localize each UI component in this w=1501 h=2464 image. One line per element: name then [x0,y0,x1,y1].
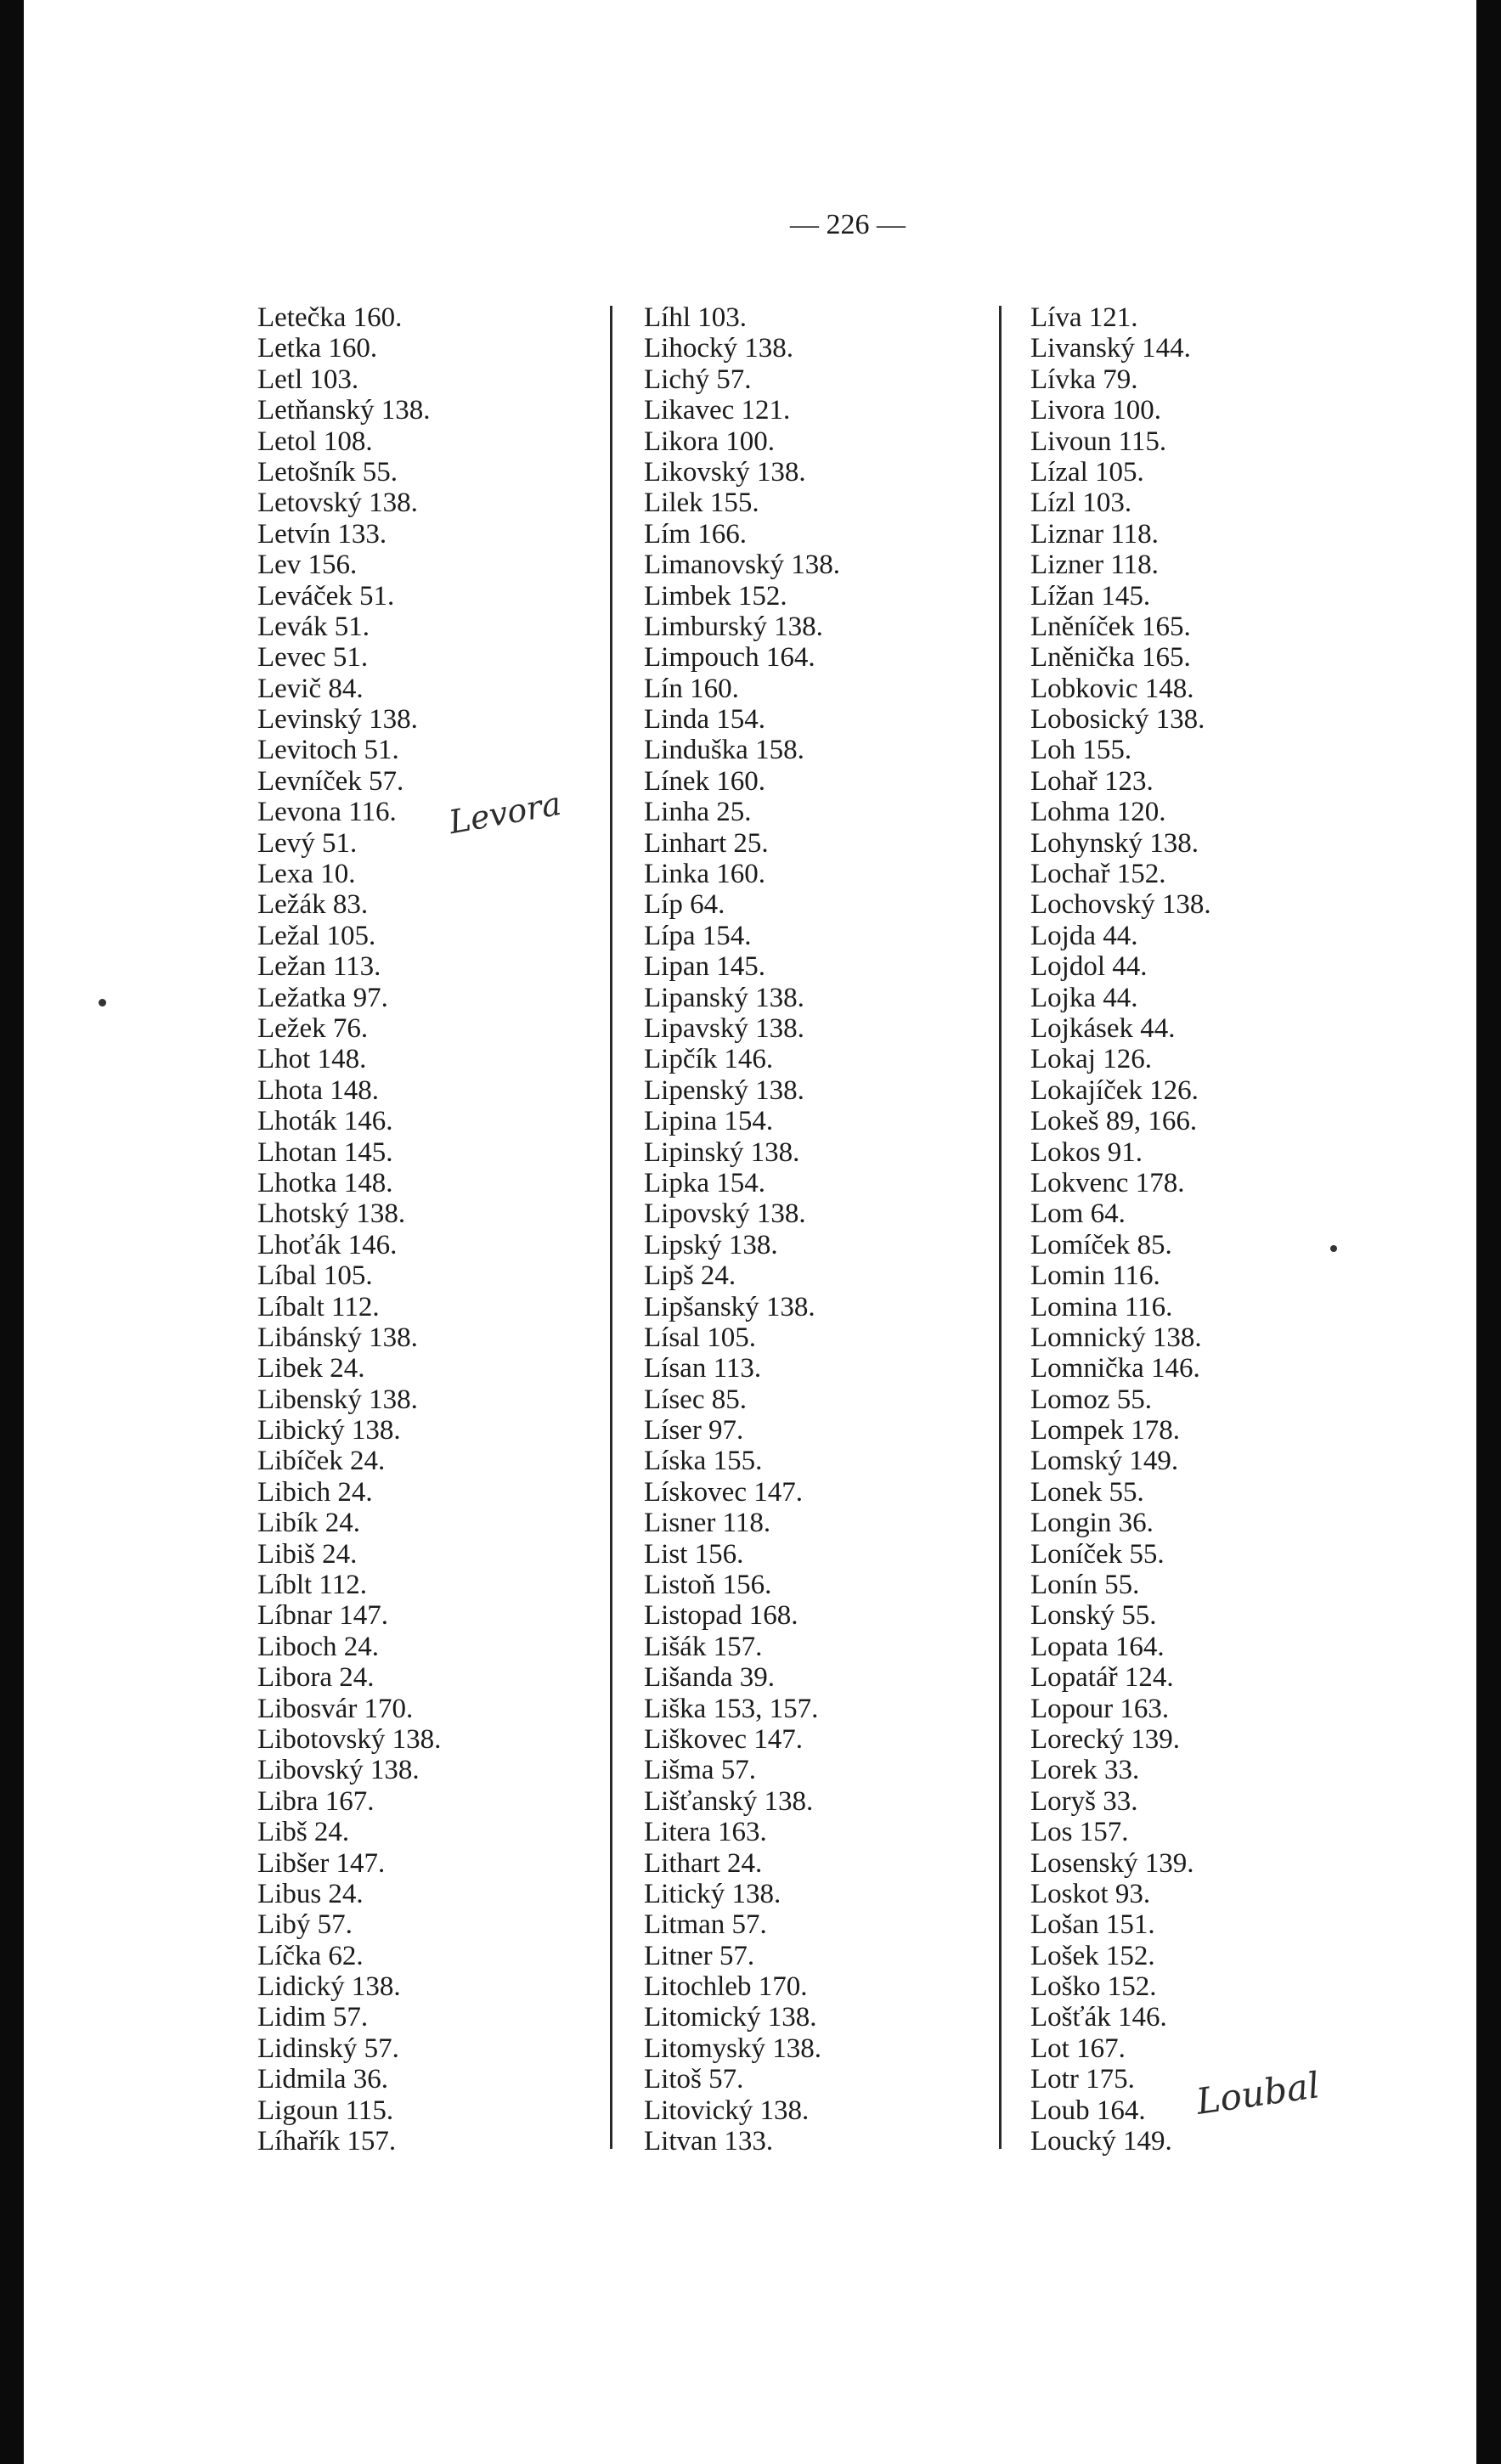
surname-entry: Levona 116. [257,797,397,828]
surname-entry: Lexa 10. [257,859,356,890]
surname-entry: Loško 152. [1030,1971,1157,2003]
surname-entry: Lohma 120. [1030,797,1166,828]
column-divider-left [610,306,612,2149]
surname-entry: Letvín 133. [257,518,387,550]
surname-entry: Lhot 148. [257,1044,367,1075]
surname-entry: Lojka 44. [1030,982,1138,1013]
surname-entry: Lorecký 139. [1030,1723,1180,1755]
surname-entry: Lokaj 126. [1030,1044,1152,1075]
surname-entry: Lomský 149. [1030,1446,1179,1477]
surname-entry: Lot 167. [1030,2033,1126,2064]
surname-entry: Lišma 57. [644,1755,756,1786]
surname-entry: Lomin 116. [1030,1260,1160,1292]
surname-entry: Lokajíček 126. [1030,1074,1199,1106]
handwritten-note-loubal: Loubal [1193,2064,1323,2123]
surname-entry: Levníček 57. [257,765,404,797]
surname-entry: Lipš 24. [644,1260,736,1292]
handwritten-note-levora: Levora [446,784,564,842]
surname-entry: Lišanda 39. [644,1662,775,1694]
surname-entry: Limpouch 164. [644,642,815,674]
surname-entry: Lomnický 138. [1030,1322,1202,1353]
surname-column-middle [644,302,840,2157]
surname-entry: Lobosický 138. [1030,704,1205,736]
surname-entry: Lidinský 57. [257,2033,399,2064]
surname-entry: Liznar 118. [1030,518,1159,550]
surname-entry: Likovský 138. [644,456,806,488]
surname-entry: Limburský 138. [644,611,823,642]
surname-entry: Lidický 138. [257,1971,401,2003]
surname-entry: Longin 36. [1030,1508,1154,1539]
surname-entry: Lhota 148. [257,1074,379,1106]
surname-entry: Lojdol 44. [1030,951,1148,983]
surname-entry: Lívka 79. [1030,364,1138,395]
surname-entry: Libšer 147. [257,1847,386,1879]
surname-entry: Livanský 144. [1030,333,1191,364]
surname-entry: Lidim 57. [257,2002,369,2033]
surname-entry: Levič 84. [257,673,364,704]
surname-entry: Lobkovic 148. [1030,673,1194,704]
surname-entry: Líska 155. [644,1446,763,1477]
surname-entry: Lísal 105. [644,1322,756,1353]
surname-entry: Lísec 85. [644,1384,747,1415]
surname-entry: Lorek 33. [1030,1755,1140,1786]
surname-entry: Lišák 157. [644,1631,763,1662]
surname-entry: Lonský 55. [1030,1600,1157,1632]
surname-entry: Ležák 83. [257,889,369,921]
surname-entry: Levitoch 51. [257,735,399,766]
surname-entry: Limanovský 138. [644,550,840,581]
surname-entry: Lokeš 89, 166. [1030,1106,1198,1137]
surname-entry: Lipinský 138. [644,1136,800,1168]
surname-entry: Líhl 103. [644,302,747,333]
surname-entry: Libotovský 138. [257,1723,442,1755]
surname-entry: Linha 25. [644,797,752,828]
surname-entry: Lošek 152. [1030,1940,1155,1971]
surname-entry: Loub 164. [1030,2095,1146,2126]
surname-entry: Lín 160. [644,673,739,704]
surname-entry: Líblt 112. [257,1570,367,1601]
surname-entry: Livora 100. [1030,395,1161,426]
surname-entry: Litvan 133. [644,2126,774,2157]
surname-entry: Liboch 24. [257,1631,379,1662]
surname-entry: Levec 51. [257,642,369,674]
surname-entry: Lochař 152. [1030,859,1166,890]
surname-entry: Libý 57. [257,1909,353,1941]
surname-entry: Lomina 116. [1030,1291,1173,1322]
surname-entry: Lopour 163. [1030,1693,1170,1724]
surname-entry: Líp 64. [644,889,725,921]
surname-entry: Lípa 154. [644,920,752,951]
surname-entry: Lipčík 146. [644,1044,774,1075]
surname-entry: Ležatka 97. [257,982,388,1013]
surname-entry: Lonek 55. [1030,1476,1144,1508]
surname-entry: Lokos 91. [1030,1136,1143,1168]
surname-entry: Letečka 160. [257,302,403,333]
surname-entry: Linhart 25. [644,827,769,859]
surname-entry: Ligoun 115. [257,2095,394,2126]
surname-entry: Letňanský 138. [257,395,431,426]
surname-entry: Loh 155. [1030,735,1132,766]
surname-entry: Letl 103. [257,364,359,395]
surname-entry: Linka 160. [644,859,765,890]
surname-entry: Likora 100. [644,426,775,457]
surname-entry: Líbal 105. [257,1260,373,1292]
surname-entry: Lotr 175. [1030,2064,1135,2095]
surname-entry: Libický 138. [257,1415,401,1446]
surname-entry: Limbek 152. [644,580,787,612]
surname-entry: Losenský 139. [1030,1847,1194,1879]
ink-speck [1330,1245,1337,1252]
surname-column-left [257,302,441,2157]
surname-entry: Libš 24. [257,1817,350,1848]
surname-entry: Lohař 123. [1030,765,1154,797]
surname-entry: Litner 57. [644,1940,755,1971]
surname-entry: Libus 24. [257,1878,364,1909]
surname-entry: Líva 121. [1030,302,1138,333]
surname-entry: Libora 24. [257,1662,375,1694]
surname-entry: Líhařík 157. [257,2126,397,2157]
book-page [24,0,1476,2464]
surname-entry: Loryš 33. [1030,1785,1138,1817]
surname-entry: Lisner 118. [644,1508,771,1539]
surname-entry: Levák 51. [257,611,370,642]
surname-entry: Lojda 44. [1030,920,1138,951]
surname-entry: Lipavský 138. [644,1012,804,1044]
surname-entry: Líser 97. [644,1415,744,1446]
surname-entry: Loskot 93. [1030,1878,1151,1909]
surname-entry: Lím 166. [644,518,747,550]
surname-entry: Lišťanský 138. [644,1785,814,1817]
surname-entry: Ležal 105. [257,920,376,951]
surname-entry: Libánský 138. [257,1322,418,1353]
surname-entry: Lipanský 138. [644,982,804,1013]
surname-entry: Likavec 121. [644,395,791,426]
surname-entry: Libek 24. [257,1353,365,1384]
surname-entry: Lhotka 148. [257,1167,393,1198]
surname-entry: Lonín 55. [1030,1570,1140,1601]
surname-entry: Lithart 24. [644,1847,763,1879]
surname-entry: Lizner 118. [1030,550,1159,581]
surname-entry: List 156. [644,1538,744,1570]
surname-entry: Ležek 76. [257,1012,369,1044]
surname-entry: Lísan 113. [644,1353,762,1384]
surname-entry: Lipka 154. [644,1167,765,1198]
surname-entry: Loníček 55. [1030,1538,1165,1570]
surname-entry: Líbnar 147. [257,1600,388,1632]
surname-entry: Libenský 138. [257,1384,418,1415]
surname-entry: Litoš 57. [644,2064,744,2095]
surname-entry: Lojkásek 44. [1030,1012,1176,1044]
surname-entry: Liška 153, 157. [644,1693,819,1724]
surname-entry: Loucký 149. [1030,2126,1172,2157]
surname-entry: Lipenský 138. [644,1074,804,1106]
surname-entry: Litomyský 138. [644,2033,822,2064]
surname-entry: Litovický 138. [644,2095,810,2126]
column-divider-right [999,306,1002,2149]
surname-entry: Lněníček 165. [1030,611,1191,642]
surname-entry: Levý 51. [257,827,358,859]
surname-entry: Lomnička 146. [1030,1353,1200,1384]
surname-entry: Líčka 62. [257,1940,364,1971]
page-number: — 226 — [790,209,906,240]
surname-entry: Libra 167. [257,1785,375,1817]
surname-entry: Litický 138. [644,1878,782,1909]
surname-entry: Lošťák 146. [1030,2002,1167,2033]
surname-entry: Libovský 138. [257,1755,420,1786]
surname-entry: Lopata 164. [1030,1631,1165,1662]
surname-entry: Letka 160. [257,333,378,364]
surname-entry: Lhotský 138. [257,1198,406,1230]
surname-entry: Lilek 155. [644,488,759,519]
surname-column-right [1030,302,1211,2157]
surname-entry: Lom 64. [1030,1198,1126,1230]
surname-entry: Línek 160. [644,765,765,797]
surname-entry: Lipina 154. [644,1106,774,1137]
surname-entry: Lhoťák 146. [257,1229,398,1260]
surname-entry: Lněnička 165. [1030,642,1191,674]
surname-entry: Lipovský 138. [644,1198,806,1230]
surname-entry: Lidmila 36. [257,2064,388,2095]
surname-entry: Libíček 24. [257,1446,386,1477]
surname-entry: Libík 24. [257,1508,360,1539]
surname-entry: Lev 156. [257,550,358,581]
surname-entry: Lipan 145. [644,951,765,983]
surname-entry: Linda 154. [644,704,765,736]
surname-entry: Leváček 51. [257,580,395,612]
surname-entry: Letošník 55. [257,456,398,488]
surname-entry: Listopad 168. [644,1600,798,1632]
surname-entry: Libiš 24. [257,1538,358,1570]
surname-entry: Libich 24. [257,1476,373,1508]
surname-entry: Lohynský 138. [1030,827,1199,859]
surname-entry: Liškovec 147. [644,1723,803,1755]
surname-entry: Listoň 156. [644,1570,772,1601]
surname-entry: Lipšanský 138. [644,1291,815,1322]
surname-entry: Linduška 158. [644,735,804,766]
surname-entry: Lomoz 55. [1030,1384,1152,1415]
surname-entry: Lokvenc 178. [1030,1167,1185,1198]
surname-entry: Litomický 138. [644,2002,817,2033]
surname-entry: Lížan 145. [1030,580,1151,612]
surname-entry: Lopatář 124. [1030,1662,1174,1694]
surname-entry: Lhoták 146. [257,1106,393,1137]
surname-entry: Levinský 138. [257,704,418,736]
surname-entry: Lhotan 145. [257,1136,393,1168]
surname-entry: Líbalt 112. [257,1291,380,1322]
surname-entry: Lihocký 138. [644,333,793,364]
ink-speck [99,999,106,1006]
surname-entry: Lískovec 147. [644,1476,803,1508]
surname-entry: Litochleb 170. [644,1971,808,2003]
surname-entry: Lošan 151. [1030,1909,1155,1941]
surname-entry: Letovský 138. [257,488,418,519]
surname-entry: Ležan 113. [257,951,381,983]
surname-entry: Letol 108. [257,426,373,457]
surname-entry: Libosvár 170. [257,1693,414,1724]
surname-entry: Lipský 138. [644,1229,778,1260]
surname-entry: Livoun 115. [1030,426,1167,457]
surname-entry: Litman 57. [644,1909,767,1941]
surname-entry: Los 157. [1030,1817,1129,1848]
surname-entry: Lochovský 138. [1030,889,1211,921]
surname-entry: Litera 163. [644,1817,767,1848]
surname-entry: Lízl 103. [1030,488,1132,519]
surname-entry: Lompek 178. [1030,1415,1180,1446]
surname-entry: Lízal 105. [1030,456,1144,488]
surname-entry: Lomíček 85. [1030,1229,1172,1260]
surname-entry: Lichý 57. [644,364,752,395]
